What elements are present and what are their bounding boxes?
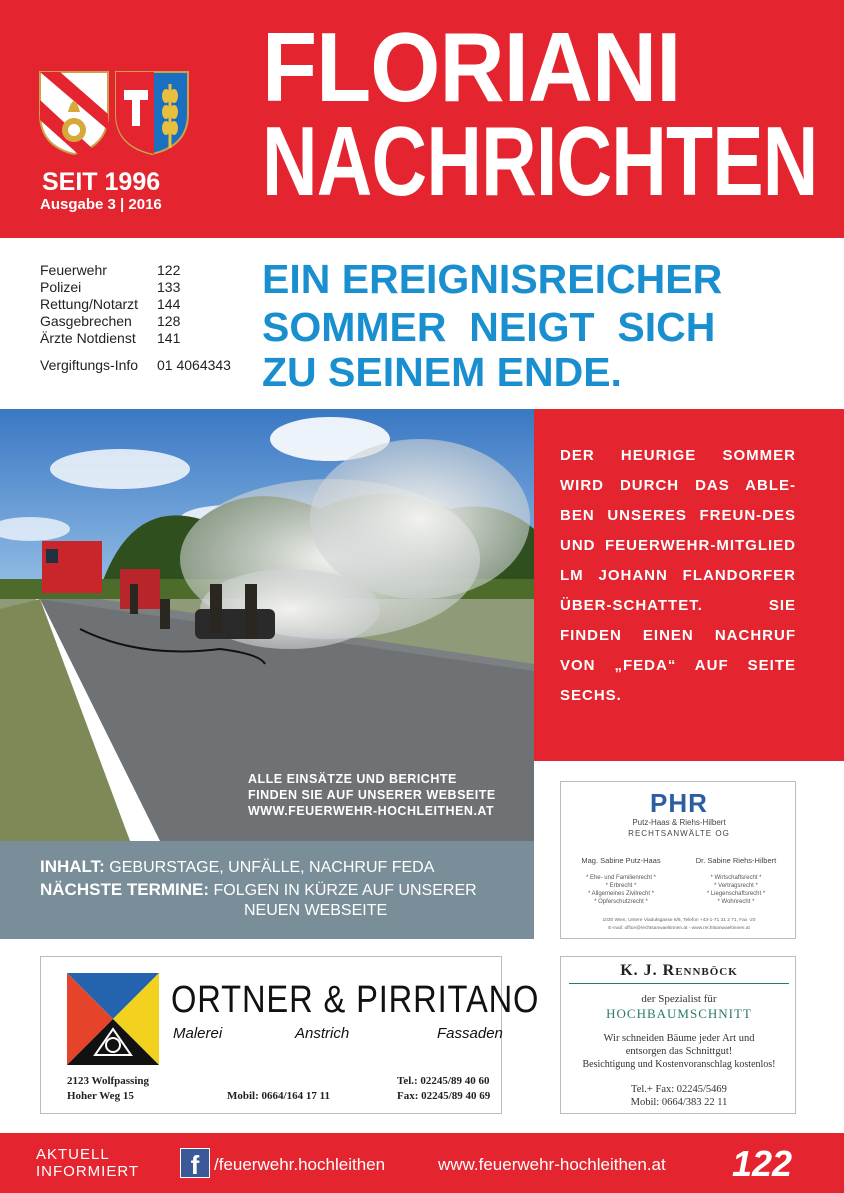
website-link[interactable]: www.feuerwehr-hochleithen.at xyxy=(438,1155,666,1174)
lawyers-firm-line2: RECHTSANWÄLTE OG xyxy=(628,829,730,838)
lawyers-logo: PHR xyxy=(650,788,708,818)
dates-label: NÄCHSTE TERMINE: xyxy=(40,880,210,899)
photo-caption-url[interactable]: WWW.FEUERWEHR-HOCHLEITHEN.AT xyxy=(248,804,495,818)
tree-mobile: Mobil: 0664/383 22 11 xyxy=(630,1097,728,1108)
emergency-label: Gasgebrechen xyxy=(40,313,132,329)
emergency-number: 122 xyxy=(157,262,181,278)
tree-desc-line2: entsorgen das Schnittgut! xyxy=(625,1046,733,1057)
photo-caption xyxy=(248,771,496,819)
contents-text: GEBURSTAGE, UNFÄLLE, NACHRUF FEDA xyxy=(109,859,435,876)
emergency-label: Rettung/Notarzt xyxy=(40,296,139,312)
tree-desc-line1: Wir schneiden Bäume jeder Art und xyxy=(603,1033,755,1044)
painter-service: Malerei xyxy=(173,1025,223,1042)
tree-desc-line3: Besichtigung und Kostenvoranschlag kostenlos! xyxy=(582,1059,776,1070)
lawyer-areas-1 xyxy=(569,874,673,906)
emergency-label: Ärzte Notdienst xyxy=(40,330,136,346)
facebook-link[interactable]: /feuerwehr.hochleithen xyxy=(214,1155,386,1174)
facebook-icon[interactable]: f xyxy=(180,1148,210,1178)
ad-painter[interactable] xyxy=(40,956,540,1114)
teaser-text: DER HEURIGE SOMMER WIRD DURCH DAS ABLE-BEN UNSERES FREUN-DES UND FEUERWEHR-MITGLIED LM JOHANN FLANDORFER ÜBER-SCHATTET. SIE FINDEN EINEN NACHRUF VON „FEDA“ AUF SEITE SECHS. xyxy=(560,447,796,704)
fire-brigade-crest-icon xyxy=(38,70,110,156)
painter-service: Anstrich xyxy=(295,1025,350,1042)
emergency-row xyxy=(40,296,240,313)
practice-area: * Wohnrecht * xyxy=(717,899,755,905)
municipal-crest-icon xyxy=(114,70,190,156)
emergency-row xyxy=(40,330,240,347)
emergency-row xyxy=(40,357,240,374)
tree-service: HOCHBAUMSCHNITT xyxy=(606,1006,752,1021)
painter-address-line2: Hoher Weg 15 xyxy=(67,1090,134,1102)
headline-line3: ZU SEINEM ENDE. xyxy=(262,349,622,395)
photo-caption-line1: ALLE EINSÄTZE UND BERICHTE xyxy=(248,772,457,786)
lawyer-name-1: Mag. Sabine Putz-Haas xyxy=(581,856,661,865)
practice-area: * Ehe- und Familienrecht * xyxy=(585,875,657,881)
lawyers-email: E-mail: office@rechtsanwaeltinnen.at - www.rechtsanwaeltinnen.at xyxy=(608,926,750,931)
emergency-number: 128 xyxy=(157,313,181,329)
emergency-row xyxy=(40,262,240,279)
dates-row xyxy=(40,880,477,900)
emergency-number: 141 xyxy=(157,330,181,346)
emergency-label: Polizei xyxy=(40,279,82,295)
since-label: SEIT 1996 xyxy=(42,168,161,196)
tree-company-name: K. J. Rennböck xyxy=(620,962,738,979)
painter-fax: Fax: 02245/89 40 69 xyxy=(397,1090,491,1102)
painter-tel: Tel.: 02245/89 40 60 xyxy=(397,1075,490,1087)
lawyer-name-2: Dr. Sabine Riehs-Hilbert xyxy=(695,856,777,865)
emergency-row xyxy=(40,313,240,330)
photo-caption-line2: FINDEN SIE AUF UNSERER WEBSEITE xyxy=(248,788,496,802)
practice-area: * Erbrecht * xyxy=(605,883,637,889)
dates-text: FOLGEN IN KÜRZE AUF UNSERER xyxy=(213,882,477,899)
footer-slogan-line2: INFORMIERT xyxy=(36,1163,140,1180)
emergency-label: Vergiftungs-Info xyxy=(40,357,139,373)
headline-line1: EIN EREIGNISREICHER xyxy=(262,256,723,302)
ad-tree-service[interactable] xyxy=(560,956,796,1114)
emergency-number: 144 xyxy=(157,296,181,312)
lawyers-address: 1030 Wien, Untere Viaduktgasse 6/8, Telefon +43-1-71 31 2 71, Fax -20 xyxy=(602,918,756,923)
emergency-number-badge: 122 xyxy=(732,1143,793,1184)
ad-lawyers[interactable] xyxy=(560,781,796,939)
lawyers-firm-line1: Putz-Haas & Riehs-Hilbert xyxy=(632,818,726,827)
painter-logo-icon xyxy=(67,973,159,1065)
painter-mobile: Mobil: 0664/164 17 11 xyxy=(227,1090,330,1102)
painter-address-line1: 2123 Wolfpassing xyxy=(67,1075,150,1087)
emergency-number: 01 4064343 xyxy=(157,357,231,373)
painter-name: ORTNER & PIRRITANO xyxy=(171,979,540,1021)
tree-phone: Tel.+ Fax: 02245/5469 xyxy=(631,1084,727,1095)
practice-area: * Vertragsrecht * xyxy=(714,883,758,889)
dates-text-line2: NEUEN WEBSEITE xyxy=(244,902,388,919)
footer-slogan-line1: AKTUELL xyxy=(36,1146,110,1163)
footer-slogan xyxy=(36,1146,139,1180)
tree-tagline: der Spezialist für xyxy=(641,993,717,1005)
issue-label: Ausgabe 3 | 2016 xyxy=(40,196,162,213)
practice-area: * Wirtschaftsrecht * xyxy=(710,875,762,881)
emergency-number: 133 xyxy=(157,279,181,295)
masthead-title-line2: NACHRICHTEN xyxy=(262,106,818,216)
lawyer-areas-2 xyxy=(681,874,791,906)
contents-row xyxy=(40,857,434,877)
practice-area: * Allgemeines Zivilrecht * xyxy=(587,891,655,897)
masthead-title-line1: FLORIANI xyxy=(262,12,681,122)
practice-area: * Liegenschaftsrecht * xyxy=(706,891,766,897)
contents-label: INHALT: xyxy=(40,857,105,876)
emergency-row xyxy=(40,279,240,296)
divider xyxy=(569,983,789,984)
practice-area: * Opferschutzrecht * xyxy=(594,899,648,905)
headline-line2: SOMMER NEIGT SICH xyxy=(262,304,716,350)
painter-service: Fassaden xyxy=(437,1025,503,1042)
emergency-label: Feuerwehr xyxy=(40,262,107,278)
